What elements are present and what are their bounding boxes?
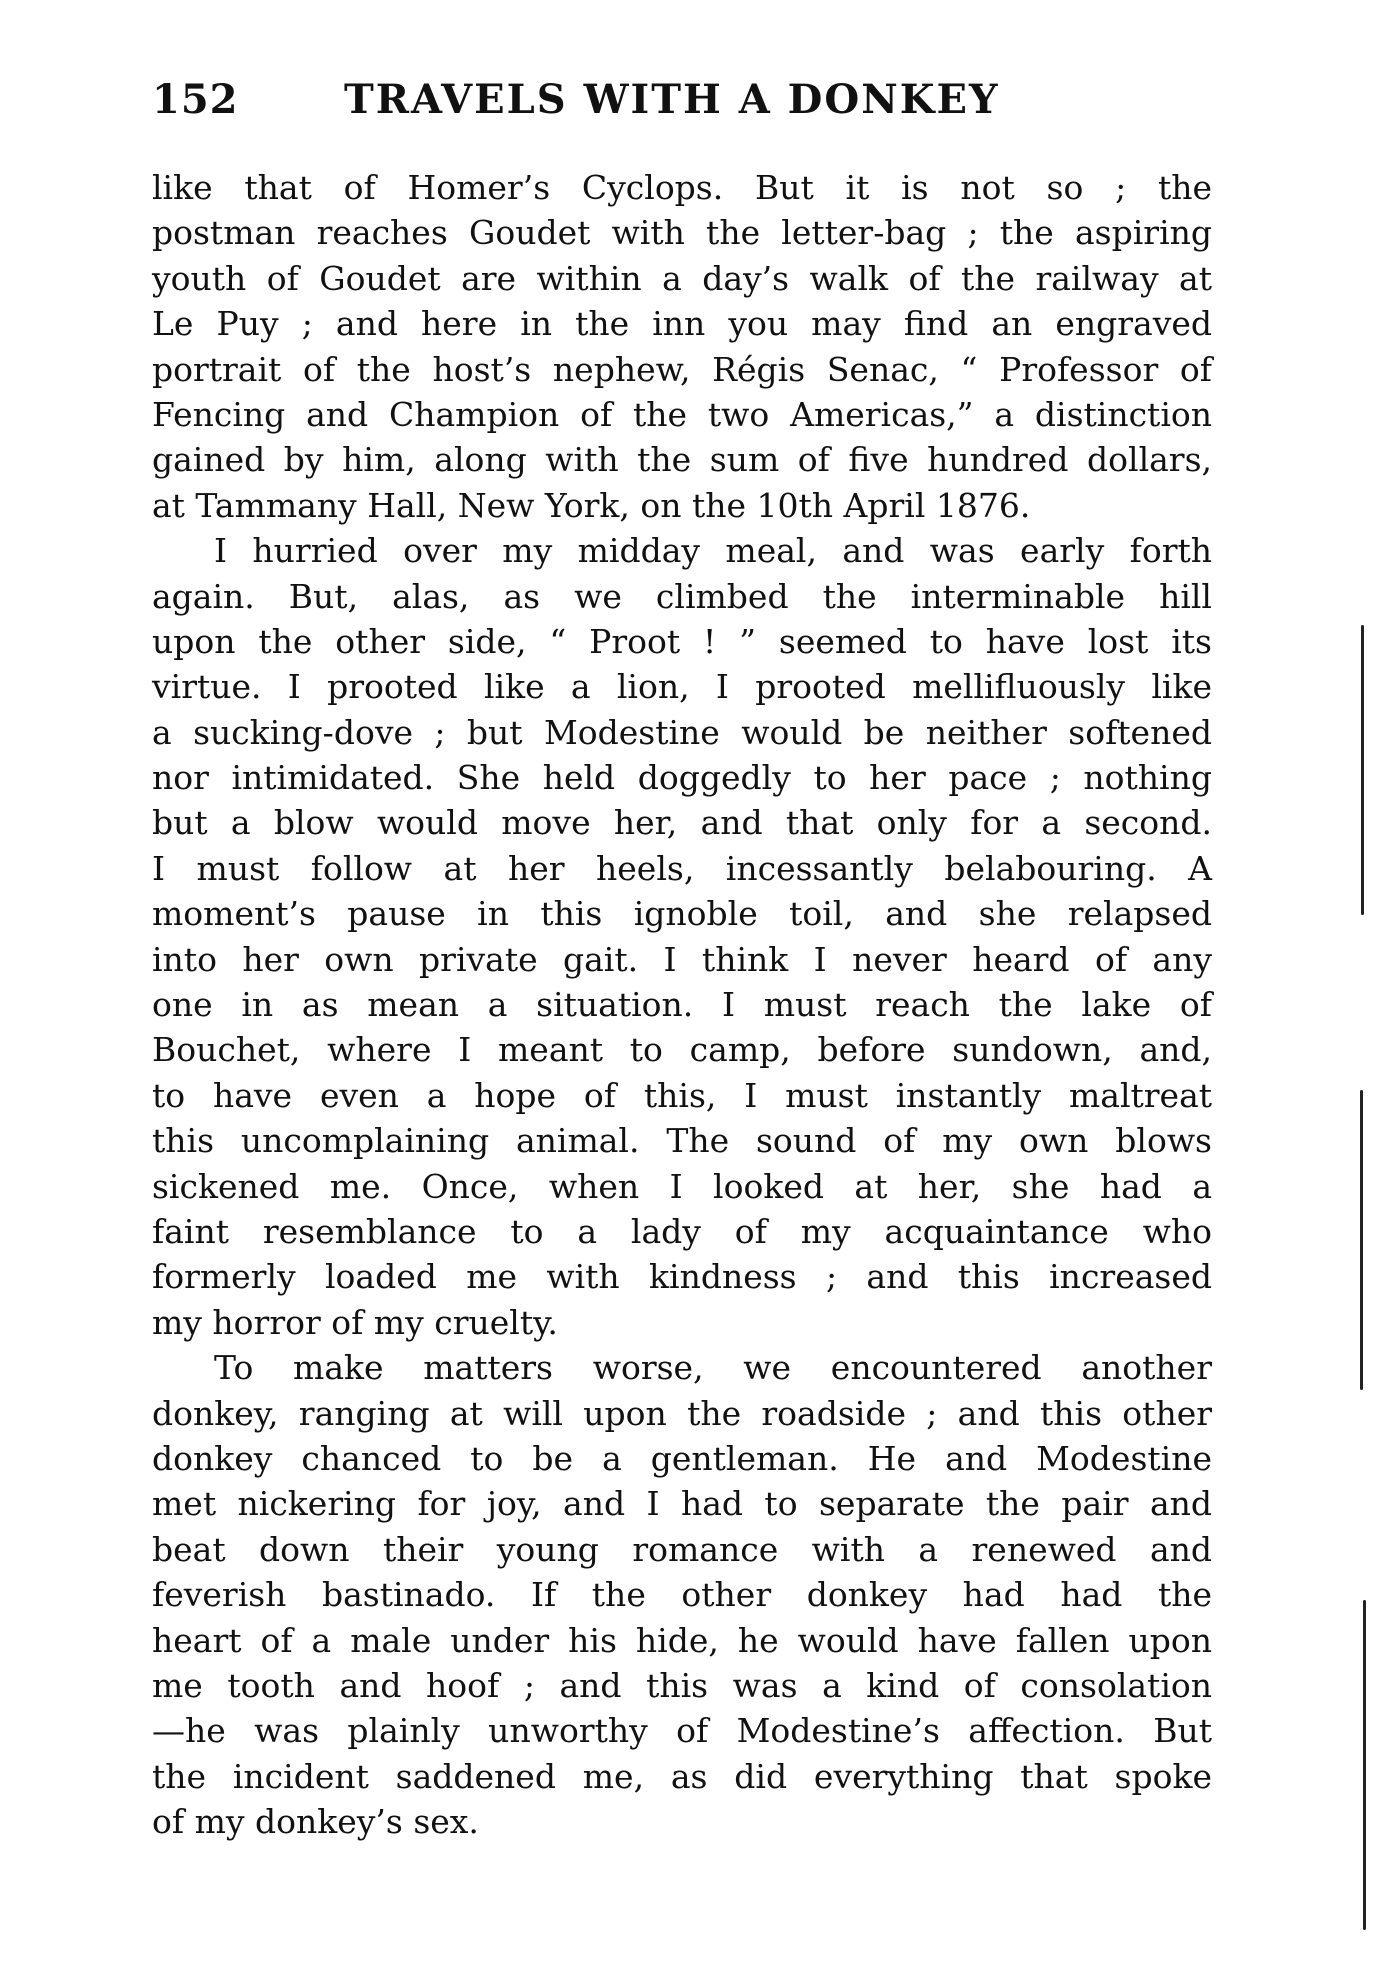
text-line: faint resemblance to a lady of my acquaintance who	[152, 1211, 1212, 1251]
text-line: —he was plainly unworthy of Modestine’s affection. But	[152, 1711, 1212, 1751]
text-line: this uncomplaining animal. The sound of my own blows	[152, 1121, 1212, 1161]
text-line: one in as mean a situation. I must reach the lake of	[152, 985, 1212, 1025]
text-line: met nickering for joy, and I had to separate the pair and	[152, 1484, 1212, 1524]
page-number: 152	[152, 76, 239, 123]
paragraph	[152, 528, 1212, 1345]
text-line: sickened me. Once, when I looked at her, she had a	[152, 1166, 1212, 1206]
text-line: Fencing and Champion of the two Americas,” a distinction	[152, 394, 1212, 434]
scan-edge-mark	[1360, 1090, 1363, 1390]
text-line: donkey, ranging at will upon the roadside ; and this other	[152, 1393, 1212, 1433]
page-header	[152, 70, 1212, 130]
running-title: TRAVELS WITH A DONKEY	[344, 76, 1000, 123]
text-line: to have even a hope of this, I must instantly maltreat	[152, 1075, 1212, 1115]
text-line: virtue. I prooted like a lion, I prooted mellifluously like	[152, 667, 1212, 707]
text-line: again. But, alas, as we climbed the interminable hill	[152, 576, 1212, 616]
text-line: into her own private gait. I think I never heard of any	[152, 939, 1212, 979]
text-line: Bouchet, where I meant to camp, before sundown, and,	[152, 1030, 1212, 1070]
text-line: my horror of my cruelty.	[152, 1302, 558, 1342]
text-line: heart of a male under his hide, he would have fallen upon	[152, 1620, 1212, 1660]
text-line: To make matters worse, we encountered another	[214, 1348, 1212, 1388]
text-line: upon the other side, “ Proot ! ” seemed to have lost its	[152, 621, 1212, 661]
text-line: donkey chanced to be a gentleman. He and Modestine	[152, 1438, 1212, 1478]
body-text	[152, 165, 1212, 1844]
text-line: postman reaches Goudet with the letter-bag ; the aspiring	[152, 213, 1212, 253]
text-line: the incident saddened me, as did everything that spoke	[152, 1756, 1212, 1796]
text-line: feverish bastinado. If the other donkey had had the	[152, 1575, 1212, 1615]
text-line: moment’s pause in this ignoble toil, and she relapsed	[152, 894, 1212, 934]
text-line: at Tammany Hall, New York, on the 10th April 1876.	[152, 485, 1031, 525]
text-line: I must follow at her heels, incessantly belabouring. A	[152, 848, 1212, 888]
text-line: but a blow would move her, and that only for a second.	[152, 803, 1212, 843]
text-line: me tooth and hoof ; and this was a kind of consolation	[152, 1665, 1212, 1705]
text-line: gained by him, along with the sum of five hundred dollars,	[152, 440, 1212, 480]
text-line: formerly loaded me with kindness ; and this increased	[152, 1257, 1212, 1297]
text-line: I hurried over my midday meal, and was early forth	[214, 531, 1212, 571]
text-line: youth of Goudet are within a day’s walk of the railway at	[152, 258, 1212, 298]
text-line: nor intimidated. She held doggedly to her pace ; nothing	[152, 758, 1212, 798]
scan-edge-mark	[1361, 625, 1364, 915]
paragraph	[152, 165, 1212, 528]
text-line: a sucking-dove ; but Modestine would be neither softened	[152, 712, 1212, 752]
text-line: portrait of the host’s nephew, Régis Senac, “ Professor of	[152, 349, 1212, 389]
paragraph	[152, 1345, 1212, 1844]
text-line: Le Puy ; and here in the inn you may find an engraved	[152, 304, 1212, 344]
text-line: of my donkey’s sex.	[152, 1802, 479, 1842]
text-line: like that of Homer’s Cyclops. But it is not so ; the	[152, 168, 1212, 207]
text-line: beat down their young romance with a renewed and	[152, 1529, 1212, 1569]
scan-edge-mark	[1363, 1600, 1366, 1930]
